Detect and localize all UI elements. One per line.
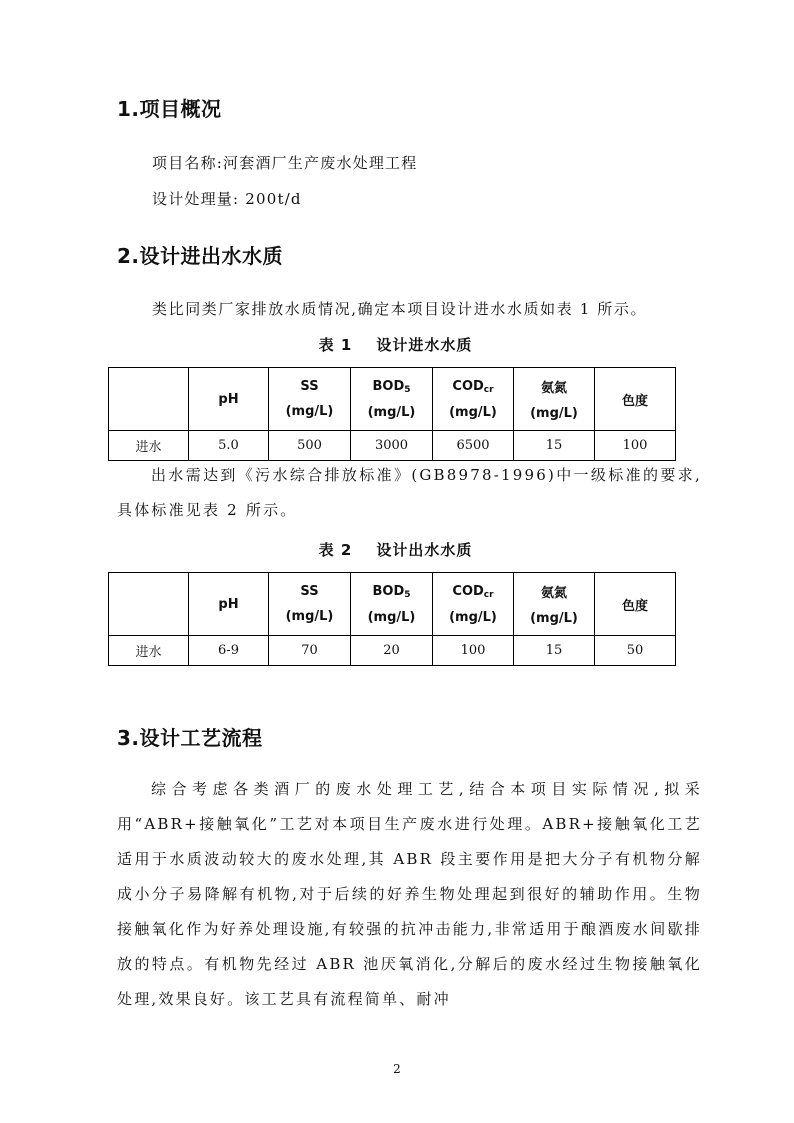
project-name-line: 项目名称:河套酒厂生产废水处理工程 (152, 154, 418, 172)
table-cell: 20 (351, 636, 433, 666)
header-ammonia: 氨氮 (mg/L) (514, 573, 595, 636)
page-number: 2 (393, 1062, 401, 1076)
table-cell: 进水 (109, 636, 189, 666)
table-cell: 100 (595, 431, 676, 461)
header-ss: SS (mg/L) (269, 368, 351, 431)
header-blank-cell (109, 573, 189, 636)
table-header-row (109, 573, 676, 636)
table-1-title: 设计进水水质 (376, 336, 473, 354)
section-2-heading: 2.设计进出水水质 (117, 244, 284, 268)
table-1-number: 表 1 (318, 336, 353, 354)
effluent-quality-table (108, 572, 676, 666)
header-ammonia: 氨氮 (mg/L) (514, 368, 595, 431)
process-description-paragraph: 综合考虑各类酒厂的废水处理工艺,结合本项目实际情况,拟采用“ABR+接触氧化”工艺对本项目生产废水进行处理。ABR+接触氧化工艺适用于水质波动较大的废水处理,其 ABR 段主要作用是把大分子有机物分解成小分子易降解有机物,对于后续的好养生物处理起到很好的辅助作用。生物接触氧化作为好养处理设施,有较强的抗冲击能力,非常适用于酿酒废水间歇排放的特点。有机物先经过 ABR 池厌氧消化,分解后的废水经过生物接触氧化处理,效果良好。该工艺具有流程简单、耐冲 (117, 780, 702, 1008)
table-cell: 6500 (433, 431, 514, 461)
table-cell: 进水 (109, 431, 189, 461)
table-row (109, 636, 676, 666)
table-row (109, 431, 676, 461)
header-ss: SS (mg/L) (269, 573, 351, 636)
table-cell: 6-9 (189, 636, 269, 666)
header-ph: pH (189, 573, 269, 636)
table-cell: 500 (269, 431, 351, 461)
section-1-heading: 1.项目概况 (117, 97, 222, 121)
header-chroma: 色度 (595, 573, 676, 636)
header-bod5: $BOD_5$ (mg/L) (351, 368, 433, 431)
table-cell: 3000 (351, 431, 433, 461)
table-cell: 70 (269, 636, 351, 666)
header-blank-cell (109, 368, 189, 431)
table-2-number: 表 2 (318, 541, 353, 559)
header-bod5: $BOD_5$ (mg/L) (351, 573, 433, 636)
design-capacity-line: 设计处理量: 200t/d (152, 190, 302, 208)
header-codcr: $COD_{cr}$ (mg/L) (433, 573, 514, 636)
table-cell: 15 (514, 431, 595, 461)
table-1-caption (117, 334, 674, 355)
table-cell: 5.0 (189, 431, 269, 461)
header-codcr: $COD_{cr}$ (mg/L) (433, 368, 514, 431)
header-chroma: 色度 (595, 368, 676, 431)
table-cell: 50 (595, 636, 676, 666)
table-header-row (109, 368, 676, 431)
table-2-title: 设计出水水质 (376, 541, 473, 559)
section-3-heading: 3.设计工艺流程 (117, 726, 263, 750)
table-2-caption (117, 539, 674, 560)
header-ph: pH (189, 368, 269, 431)
influent-intro-line: 类比同类厂家排放水质情况,确定本项目设计进水水质如表 1 所示。 (152, 300, 648, 318)
table-cell: 100 (433, 636, 514, 666)
effluent-standard-paragraph: 出水需达到《污水综合排放标准》(GB8978-1996)中一级标准的要求,具体标准见表 2 所示。 (117, 466, 702, 519)
influent-quality-table (108, 367, 676, 461)
table-cell: 15 (514, 636, 595, 666)
